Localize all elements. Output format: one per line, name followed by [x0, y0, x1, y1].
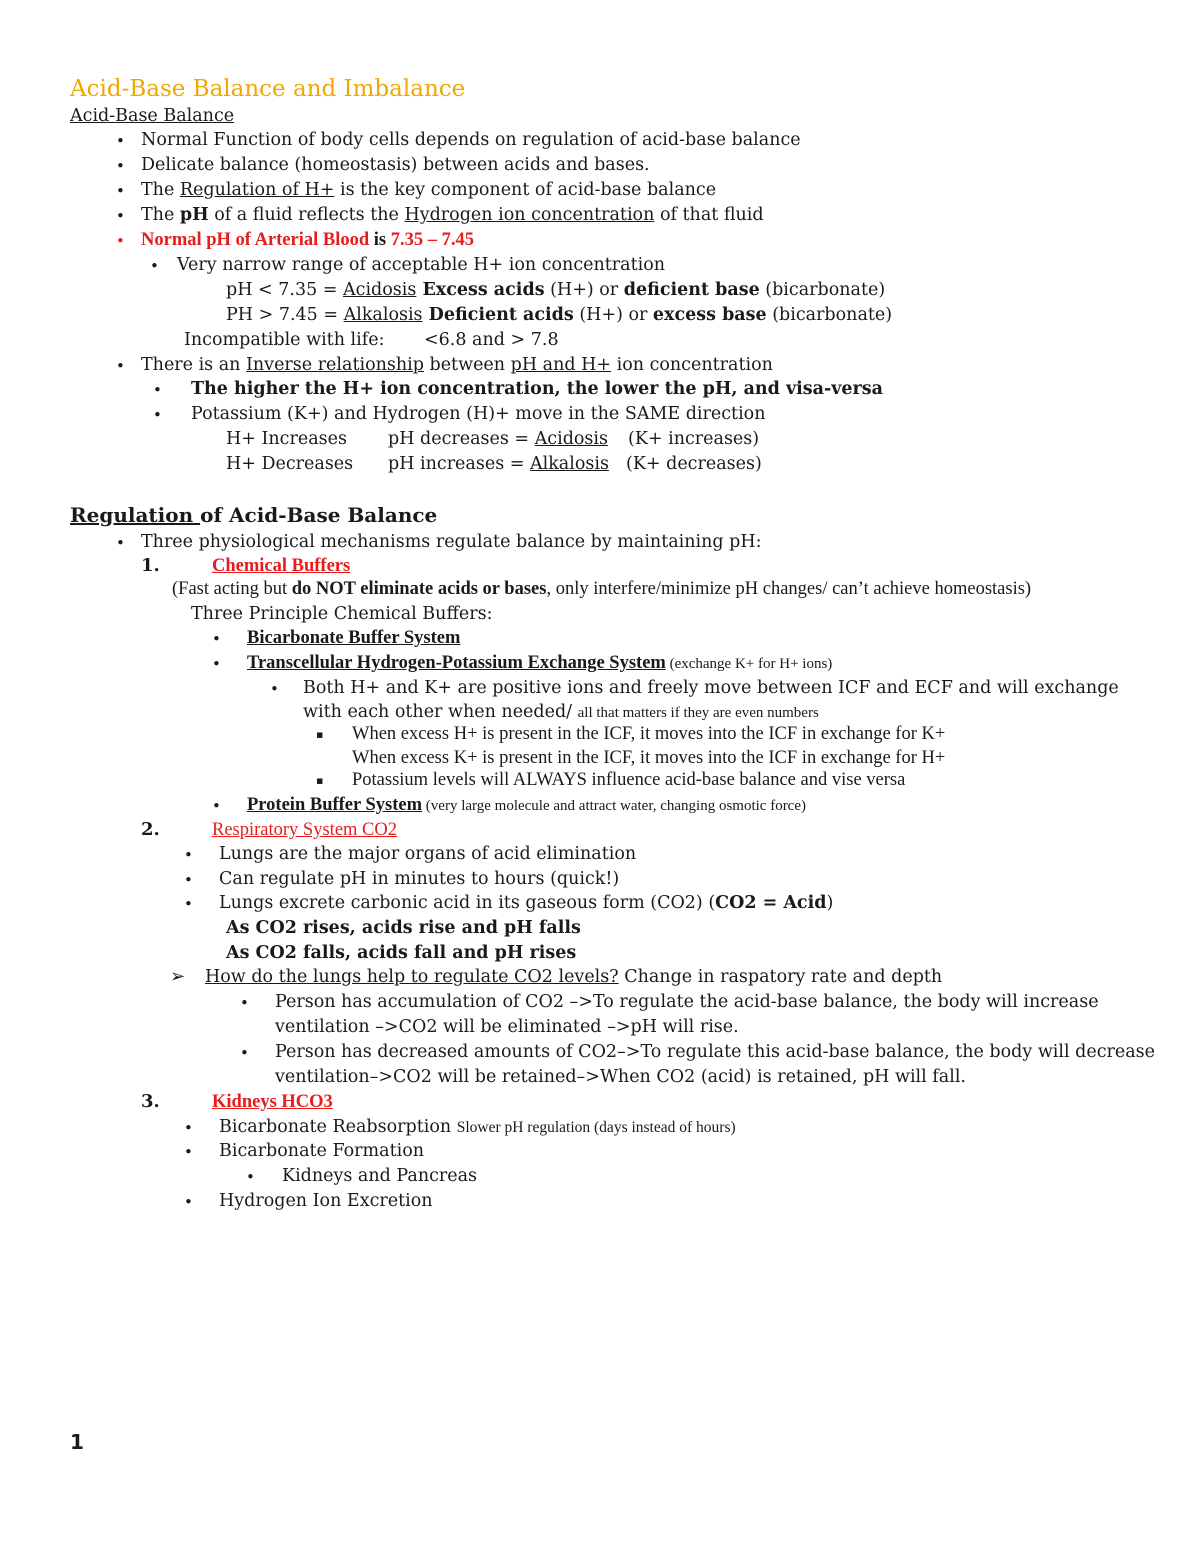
- bullet: •: [212, 797, 221, 815]
- bullet-text: When excess H+ is present in the ICF, it moves into the ICF in exchange for K+: [352, 724, 946, 744]
- bullet: •: [240, 994, 249, 1012]
- bullet: •: [270, 680, 279, 698]
- bullet-text: Three physiological mechanisms regulate balance by maintaining pH:: [141, 532, 762, 552]
- list-number: 1.: [141, 555, 160, 576]
- bullet-text: Bicarbonate Formation: [219, 1141, 425, 1161]
- bullet: •: [240, 1044, 249, 1062]
- bullet-text-cont: with each other when needed/ all that matters if they are even numbers: [303, 702, 819, 722]
- bullet: •: [212, 655, 221, 673]
- list-number: 2.: [141, 819, 160, 840]
- bullet-text: Kidneys and Pancreas: [282, 1166, 478, 1186]
- bullet-text: There is an Inverse relationship between pH and H+ ion concentration: [141, 355, 773, 375]
- bullet-text-normal-ph: Normal pH of Arterial Blood is 7.35 – 7.45: [141, 230, 474, 250]
- bullet-text: Hydrogen Ion Excretion: [219, 1191, 433, 1211]
- co2-rise-rule: As CO2 rises, acids rise and pH falls: [226, 918, 581, 938]
- bullet: •: [116, 182, 125, 200]
- relation-increase-k: (K+ increases): [628, 429, 760, 449]
- bullet: •: [153, 406, 162, 424]
- bullet-text: Person has decreased amounts of CO2–>To regulate this acid-base balance, the body will decrease: [275, 1042, 1155, 1062]
- buffer-bicarbonate: Bicarbonate Buffer System: [247, 628, 461, 648]
- bullet-text: The pH of a fluid reflects the Hydrogen ion concentration of that fluid: [141, 205, 764, 225]
- list-number: 3.: [141, 1091, 160, 1112]
- incompatible-value: <6.8 and > 7.8: [424, 330, 559, 350]
- bullet: •: [246, 1168, 255, 1186]
- bullet-text: Very narrow range of acceptable H+ ion concentration: [177, 255, 666, 275]
- bullet: •: [116, 207, 125, 225]
- relation-decrease-ph: pH increases = Alkalosis: [388, 454, 609, 474]
- bullet: •: [116, 357, 125, 375]
- bullet-text: Potassium (K+) and Hydrogen (H)+ move in the SAME direction: [191, 404, 766, 424]
- bullet: ▪: [316, 728, 324, 741]
- bullet-text: When excess K+ is present in the ICF, it moves into the ICF in exchange for H+: [352, 748, 946, 768]
- bullet: •: [184, 1119, 193, 1137]
- bullet: •: [184, 846, 193, 864]
- buffers-note: (Fast acting but do NOT eliminate acids or bases, only interfere/minimize pH changes/ can’t achieve homeostasis): [172, 579, 1032, 599]
- bullet: ▪: [316, 774, 324, 787]
- bullet: •: [184, 871, 193, 889]
- bullet: •: [184, 895, 193, 913]
- bullet-text: Lungs are the major organs of acid elimination: [219, 844, 637, 864]
- mechanism-chemical-buffers: Chemical Buffers: [212, 556, 351, 576]
- buffer-protein: Protein Buffer System (very large molecule and attract water, changing osmotic force): [247, 795, 806, 815]
- mechanism-kidneys: Kidneys HCO3: [212, 1092, 333, 1112]
- bullet-text-cont: ventilation–>CO2 will be retained–>When CO2 (acid) is retained, pH will fall.: [275, 1067, 966, 1087]
- bullet: •: [184, 1143, 193, 1161]
- bullet-text: Bicarbonate Reabsorption Slower pH regulation (days instead of hours): [219, 1117, 736, 1137]
- bullet: •: [116, 534, 125, 552]
- bullet: •: [116, 157, 125, 175]
- bullet: •: [153, 381, 162, 399]
- bullet: •: [116, 232, 125, 250]
- alkalosis-line: PH > 7.45 = Alkalosis Deficient acids (H+) or excess base (bicarbonate): [226, 305, 893, 325]
- bullet-text: Lungs excrete carbonic acid in its gaseous form (CO2) (CO2 = Acid): [219, 893, 834, 913]
- bullet-text: The higher the H+ ion concentration, the lower the pH, and visa-versa: [191, 379, 883, 399]
- page-number: 1: [70, 1430, 84, 1454]
- relation-decrease-k: (K+ decreases): [626, 454, 762, 474]
- relation-increase-ph: pH decreases = Acidosis: [388, 429, 608, 449]
- bullet: •: [150, 257, 159, 275]
- section-heading: Regulation of Acid-Base Balance: [70, 503, 438, 527]
- co2-fall-rule: As CO2 falls, acids fall and pH rises: [226, 943, 577, 963]
- bullet-text: Delicate balance (homeostasis) between acids and bases.: [141, 155, 650, 175]
- bullet: •: [116, 132, 125, 150]
- buffers-subheading: Three Principle Chemical Buffers:: [191, 604, 493, 624]
- bullet-text: Both H+ and K+ are positive ions and freely move between ICF and ECF and will exchange: [303, 678, 1119, 698]
- page-title: Acid-Base Balance and Imbalance: [70, 76, 466, 102]
- bullet-text: Person has accumulation of CO2 –>To regulate the acid-base balance, the body will increase: [275, 992, 1099, 1012]
- mechanism-respiratory: Respiratory System CO2: [212, 820, 397, 840]
- bullet-text: Normal Function of body cells depends on regulation of acid-base balance: [141, 130, 801, 150]
- bullet-text: Can regulate pH in minutes to hours (quick!): [219, 869, 620, 889]
- acidosis-line: pH < 7.35 = Acidosis Excess acids (H+) or deficient base (bicarbonate): [226, 280, 886, 300]
- bullet-text: Potassium levels will ALWAYS influence acid-base balance and vise versa: [352, 770, 906, 790]
- bullet: •: [212, 630, 221, 648]
- bullet-text-cont: ventilation –>CO2 will be eliminated –>pH will rise.: [275, 1017, 739, 1037]
- arrow-bullet-icon: ➢: [170, 966, 186, 987]
- bullet-text: The Regulation of H+ is the key component of acid-base balance: [141, 180, 717, 200]
- question-line: How do the lungs help to regulate CO2 levels? Change in raspatory rate and depth: [205, 967, 943, 987]
- incompatible-label: Incompatible with life:: [184, 330, 385, 350]
- bullet: •: [184, 1193, 193, 1211]
- section-subheading: Acid-Base Balance: [70, 106, 235, 126]
- buffer-transcellular: Transcellular Hydrogen-Potassium Exchange System (exchange K+ for H+ ions): [247, 653, 833, 673]
- relation-increase: H+ Increases: [226, 429, 347, 449]
- relation-decrease: H+ Decreases: [226, 454, 354, 474]
